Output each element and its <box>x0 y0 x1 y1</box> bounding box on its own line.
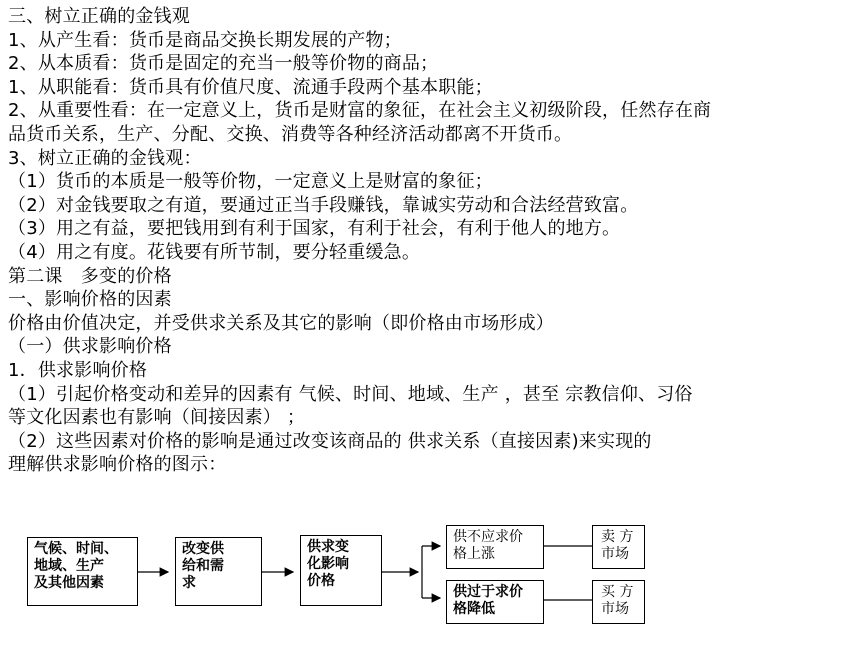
text-line: 2、从重要性看：在一定意义上，货币是财富的象征，在社会主义初级阶段，任然存在商 <box>8 100 712 122</box>
text-line: 价格由价值决定，并受供求关系及其它的影响（即价格由市场形成） <box>8 312 554 334</box>
text-line: （2）对金钱要取之有道，要通过正当手段赚钱，靠诚实劳动和合法经营致富。 <box>8 194 639 216</box>
text-line: 第二课 多变的价格 <box>8 265 172 287</box>
text-line: （4）用之有度。花钱要有所节制，要分轻重缓急。 <box>8 241 421 263</box>
text-line: 等文化因素也有影响（间接因素） ； <box>8 407 306 429</box>
supply-affects-price-box: 供求变 化影响 价格 <box>300 535 382 606</box>
change-supply-demand-box: 改变供 给和需 求 <box>175 537 262 606</box>
text-line: （一）供求影响价格 <box>8 336 172 358</box>
text-line: 三、树立正确的金钱观 <box>8 6 190 27</box>
buyer-market-box: 买 方 市场 <box>592 580 645 624</box>
text-line: 一、影响价格的因素 <box>8 289 172 311</box>
surplus-price-fall-box: 供过于求价 格降低 <box>446 580 544 624</box>
text-line: 3、树立正确的金钱观： <box>8 147 202 169</box>
text-line: 1、从产生看：货币是商品交换长期发展的产物； <box>8 29 402 51</box>
seller-market-box: 卖 方 市场 <box>592 525 645 569</box>
text-line: 2、从本质看：货币是固定的充当一般等价物的商品； <box>8 53 439 75</box>
text-line: 品货币关系，生产、分配、交换、消费等各种经济活动都离不开货币。 <box>8 123 573 145</box>
text-line: 1、从职能看：货币具有价值尺度、流通手段两个基本职能； <box>8 76 493 98</box>
factors-box: 气候、时间、 地域、生产 及其他因素 <box>27 537 138 606</box>
text-line: 1．供求影响价格 <box>8 359 148 381</box>
shortage-price-rise-box: 供不应求价 格上涨 <box>446 525 544 569</box>
text-line: 理解供求影响价格的图示： <box>8 454 227 476</box>
text-line: （1）引起价格变动和差异的因素有 气候、时间、地域、生产 ，甚至 宗教信仰、习俗 <box>8 383 693 405</box>
text-line: （3）用之有益，要把钱用到有利于国家，有利于社会，有利于他人的地方。 <box>8 218 621 240</box>
text-line: （2）这些因素对价格的影响是通过改变该商品的 供求关系（直接因素)来实现的 <box>8 430 652 452</box>
text-line: （1）货币的本质是一般等价物，一定意义上是财富的象征； <box>8 171 493 193</box>
